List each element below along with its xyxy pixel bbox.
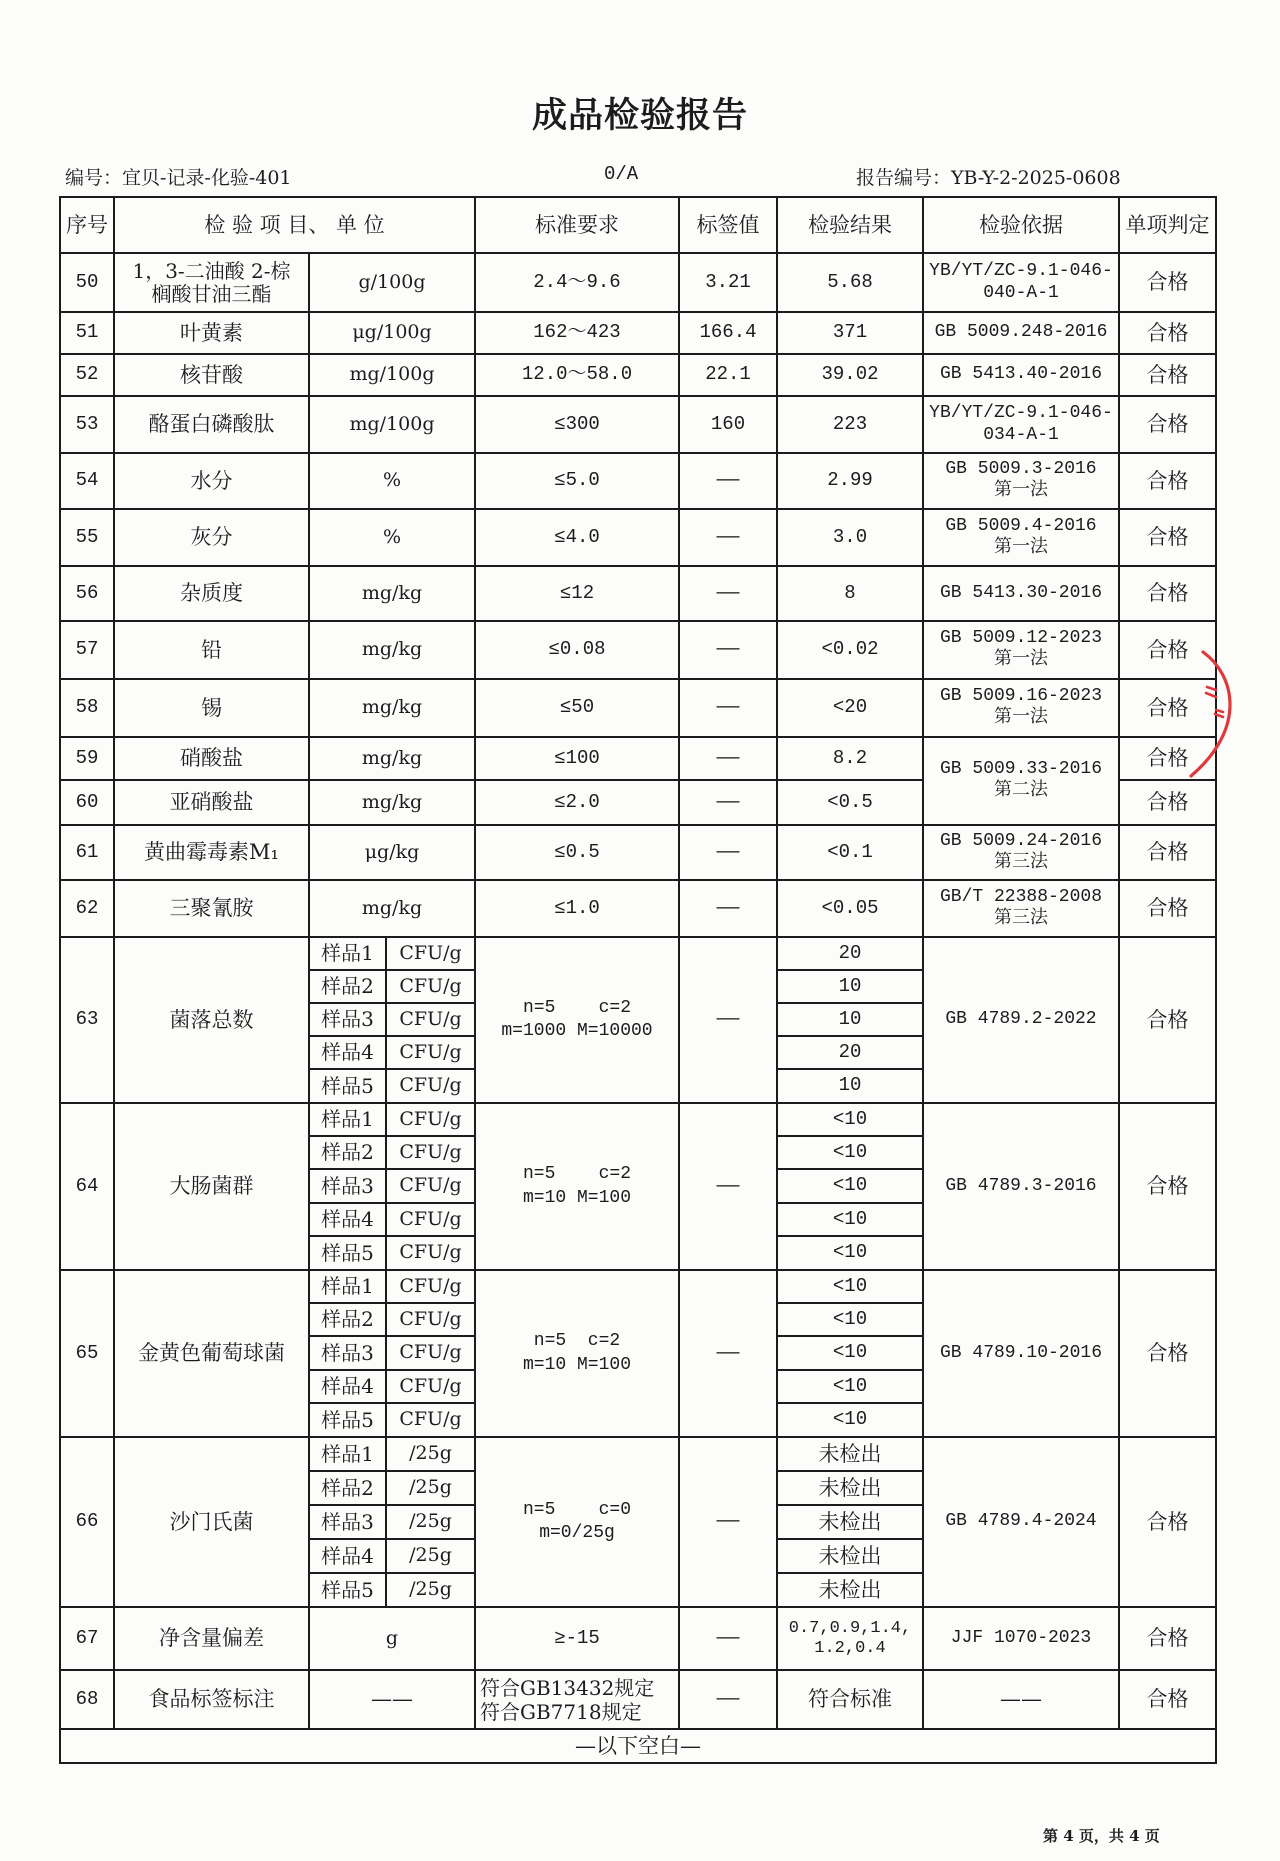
sample-unit-cell: CFU/g (386, 1103, 475, 1136)
table-row (60, 880, 1216, 937)
seq-cell: 65 (60, 1270, 114, 1437)
method-cell: JJF 1070-2023 (923, 1607, 1119, 1670)
unit-cell: g/100g (309, 253, 475, 312)
sample-result-cell: 20 (777, 937, 923, 970)
item-name-cell: 食品标签标注 (114, 1670, 309, 1729)
unit-cell: μg/kg (309, 825, 475, 880)
label-value-cell: —— (679, 1607, 777, 1670)
sample-name-cell: 样品1 (309, 937, 386, 970)
verdict-cell: 合格 (1119, 937, 1216, 1103)
item-name-cell: 三聚氰胺 (114, 880, 309, 937)
sample-result-cell: <10 (777, 1103, 923, 1136)
result-cell: 8.2 (777, 737, 923, 780)
sample-name-cell: 样品5 (309, 1403, 386, 1437)
sample-unit-cell: CFU/g (386, 1169, 475, 1203)
sample-unit-cell: CFU/g (386, 1303, 475, 1336)
item-name-cell: 1，3-二油酸 2-棕 榈酸甘油三酯 (114, 253, 309, 312)
table-row (60, 453, 1216, 509)
result-cell: 3.0 (777, 509, 923, 566)
unit-cell: mg/kg (309, 621, 475, 679)
record-number: 编号：宜贝-记录-化验-401 (65, 167, 292, 189)
result-cell: 0.7,0.9,1.4,1.2,0.4 (777, 1607, 923, 1670)
label-value-cell: —— (679, 1437, 777, 1607)
method-cell: YB/YT/ZC-9.1-046-034-A-1 (923, 396, 1119, 453)
sample-unit-cell: CFU/g (386, 1336, 475, 1370)
unit-cell: mg/kg (309, 566, 475, 621)
table-row (60, 1607, 1216, 1670)
sample-name-cell: 样品3 (309, 1003, 386, 1036)
unit-cell: g (309, 1607, 475, 1670)
method-cell: GB 5413.40-2016 (923, 354, 1119, 396)
table-row (60, 825, 1216, 880)
item-name-cell: 核苷酸 (114, 354, 309, 396)
header-label-value: 标签值 (679, 197, 777, 253)
sample-unit-cell: CFU/g (386, 1036, 475, 1069)
item-name-cell: 黄曲霉毒素M₁ (114, 825, 309, 880)
seq-cell: 57 (60, 621, 114, 679)
sample-name-cell: 样品5 (309, 1236, 386, 1270)
verdict-cell: 合格 (1119, 880, 1216, 937)
method-cell: GB 5009.12-2023 第一法 (923, 621, 1119, 679)
label-value-cell: —— (679, 679, 777, 737)
method-cell: GB 5009.248-2016 (923, 312, 1119, 354)
label-value-cell: 166.4 (679, 312, 777, 354)
sample-result-cell: <10 (777, 1169, 923, 1203)
table-row (60, 621, 1216, 679)
label-value-cell: 160 (679, 396, 777, 453)
header-seq: 序号 (60, 197, 114, 253)
sample-name-cell: 样品2 (309, 1471, 386, 1505)
sample-unit-cell: CFU/g (386, 1069, 475, 1103)
standard-cell: ≤1.0 (475, 880, 679, 937)
sample-result-cell: <10 (777, 1336, 923, 1370)
result-cell: <0.05 (777, 880, 923, 937)
item-name-cell: 锡 (114, 679, 309, 737)
sample-name-cell: 样品2 (309, 1136, 386, 1169)
table-row (60, 1670, 1216, 1729)
standard-cell: 符合GB13432规定 符合GB7718规定 (475, 1670, 679, 1729)
verdict-cell: 合格 (1119, 566, 1216, 621)
end-of-table-note: —以下空白— (60, 1729, 1216, 1763)
sample-result-cell: <10 (777, 1370, 923, 1403)
sample-unit-cell: /25g (386, 1505, 475, 1539)
standard-cell: n=5 c=2 m=10 M=100 (475, 1270, 679, 1437)
sample-result-cell: 10 (777, 1069, 923, 1103)
sample-name-cell: 样品1 (309, 1437, 386, 1471)
table-row (60, 312, 1216, 354)
result-cell: 5.68 (777, 253, 923, 312)
method-cell: GB 5009.24-2016 第三法 (923, 825, 1119, 880)
sample-result-cell: 未检出 (777, 1471, 923, 1505)
item-name-cell: 净含量偏差 (114, 1607, 309, 1670)
standard-cell: ≥-15 (475, 1607, 679, 1670)
seq-cell: 59 (60, 737, 114, 780)
item-name-cell: 硝酸盐 (114, 737, 309, 780)
method-cell: YB/YT/ZC-9.1-046-040-A-1 (923, 253, 1119, 312)
label-value-cell: —— (679, 880, 777, 937)
seq-cell: 50 (60, 253, 114, 312)
unit-cell: % (309, 453, 475, 509)
table-row (60, 1437, 1216, 1471)
seq-cell: 51 (60, 312, 114, 354)
sample-unit-cell: CFU/g (386, 1236, 475, 1270)
item-name-cell: 酪蛋白磷酸肽 (114, 396, 309, 453)
sample-name-cell: 样品3 (309, 1505, 386, 1539)
verdict-cell: 合格 (1119, 679, 1216, 737)
seq-cell: 60 (60, 780, 114, 825)
unit-cell: mg/100g (309, 354, 475, 396)
result-cell: <0.5 (777, 780, 923, 825)
method-cell: GB 4789.10-2016 (923, 1270, 1119, 1437)
sample-name-cell: 样品2 (309, 970, 386, 1003)
sample-result-cell: 未检出 (777, 1505, 923, 1539)
item-name-cell: 金黄色葡萄球菌 (114, 1270, 309, 1437)
version-code: 0/A (604, 163, 639, 185)
sample-result-cell: 10 (777, 970, 923, 1003)
sample-unit-cell: CFU/g (386, 1370, 475, 1403)
sample-result-cell: <10 (777, 1303, 923, 1336)
verdict-cell: 合格 (1119, 1270, 1216, 1437)
report-number: 报告编号：YB-Y-2-2025-0608 (856, 167, 1121, 189)
table-row (60, 679, 1216, 737)
header-result: 检验结果 (777, 197, 923, 253)
verdict-cell: 合格 (1119, 1670, 1216, 1729)
standard-cell: n=5 c=2 m=10 M=100 (475, 1103, 679, 1270)
header-row (60, 197, 1216, 253)
verdict-cell: 合格 (1119, 453, 1216, 509)
verdict-cell: 合格 (1119, 354, 1216, 396)
seq-cell: 61 (60, 825, 114, 880)
result-cell: 39.02 (777, 354, 923, 396)
standard-cell: n=5 c=0 m=0/25g (475, 1437, 679, 1607)
result-cell: 2.99 (777, 453, 923, 509)
header-standard: 标准要求 (475, 197, 679, 253)
method-cell: GB 4789.3-2016 (923, 1103, 1119, 1270)
verdict-cell: 合格 (1119, 621, 1216, 679)
seq-cell: 62 (60, 880, 114, 937)
sample-name-cell: 样品4 (309, 1539, 386, 1573)
sample-name-cell: 样品2 (309, 1303, 386, 1336)
sample-result-cell: <10 (777, 1203, 923, 1236)
table-row (60, 1103, 1216, 1136)
sample-name-cell: 样品1 (309, 1270, 386, 1303)
seq-cell: 63 (60, 937, 114, 1103)
label-value-cell: —— (679, 1670, 777, 1729)
verdict-cell: 合格 (1119, 509, 1216, 566)
table-row (60, 566, 1216, 621)
standard-cell: ≤50 (475, 679, 679, 737)
label-value-cell: —— (679, 566, 777, 621)
seq-cell: 54 (60, 453, 114, 509)
seq-cell: 53 (60, 396, 114, 453)
method-cell: GB 4789.2-2022 (923, 937, 1119, 1103)
label-value-cell: —— (679, 453, 777, 509)
method-cell: GB 5413.30-2016 (923, 566, 1119, 621)
header-method: 检验依据 (923, 197, 1119, 253)
sample-result-cell: 未检出 (777, 1437, 923, 1471)
sample-name-cell: 样品3 (309, 1169, 386, 1203)
sample-unit-cell: /25g (386, 1539, 475, 1573)
sample-unit-cell: CFU/g (386, 1270, 475, 1303)
sample-unit-cell: CFU/g (386, 1003, 475, 1036)
unit-cell: mg/kg (309, 780, 475, 825)
table-row (60, 1270, 1216, 1303)
unit-cell: —— (309, 1670, 475, 1729)
item-name-cell: 铅 (114, 621, 309, 679)
seq-cell: 64 (60, 1103, 114, 1270)
sample-unit-cell: CFU/g (386, 1403, 475, 1437)
label-value-cell: —— (679, 780, 777, 825)
result-cell: 8 (777, 566, 923, 621)
sample-name-cell: 样品4 (309, 1036, 386, 1069)
table-row (60, 253, 1216, 312)
end-row (60, 1729, 1216, 1763)
standard-cell: ≤12 (475, 566, 679, 621)
unit-cell: μg/100g (309, 312, 475, 354)
sample-result-cell: 未检出 (777, 1573, 923, 1607)
label-value-cell: 22.1 (679, 354, 777, 396)
verdict-cell: 合格 (1119, 1437, 1216, 1607)
label-value-cell: —— (679, 509, 777, 566)
sample-name-cell: 样品4 (309, 1370, 386, 1403)
label-value-cell: —— (679, 737, 777, 780)
item-name-cell: 沙门氏菌 (114, 1437, 309, 1607)
result-cell: 223 (777, 396, 923, 453)
inspection-table (59, 196, 1217, 1764)
standard-cell: ≤0.5 (475, 825, 679, 880)
label-value-cell: 3.21 (679, 253, 777, 312)
table-row (60, 737, 1216, 780)
header-verdict: 单项判定 (1119, 197, 1216, 253)
result-cell: <0.02 (777, 621, 923, 679)
seq-cell: 52 (60, 354, 114, 396)
report-title: 成品检验报告 (531, 95, 748, 136)
label-value-cell: —— (679, 1270, 777, 1437)
method-cell: GB 5009.16-2023 第一法 (923, 679, 1119, 737)
standard-cell: ≤2.0 (475, 780, 679, 825)
header-item-unit: 检 验 项 目、 单 位 (114, 197, 475, 253)
label-value-cell: —— (679, 825, 777, 880)
sample-result-cell: <10 (777, 1236, 923, 1270)
seq-cell: 55 (60, 509, 114, 566)
verdict-cell: 合格 (1119, 1607, 1216, 1670)
seq-cell: 67 (60, 1607, 114, 1670)
table-row (60, 509, 1216, 566)
verdict-cell: 合格 (1119, 253, 1216, 312)
item-name-cell: 杂质度 (114, 566, 309, 621)
result-cell: <20 (777, 679, 923, 737)
verdict-cell: 合格 (1119, 396, 1216, 453)
sample-unit-cell: CFU/g (386, 937, 475, 970)
sample-unit-cell: CFU/g (386, 1136, 475, 1169)
sample-result-cell: 20 (777, 1036, 923, 1069)
standard-cell: ≤0.08 (475, 621, 679, 679)
unit-cell: mg/kg (309, 737, 475, 780)
red-ink-check-mark (1185, 640, 1255, 790)
sample-result-cell: 10 (777, 1003, 923, 1036)
sample-name-cell: 样品3 (309, 1336, 386, 1370)
standard-cell: ≤100 (475, 737, 679, 780)
method-cell: GB 5009.33-2016 第二法 (923, 737, 1119, 825)
item-name-cell: 叶黄素 (114, 312, 309, 354)
sample-result-cell: <10 (777, 1270, 923, 1303)
verdict-cell: 合格 (1119, 780, 1216, 825)
sample-unit-cell: CFU/g (386, 1203, 475, 1236)
sample-name-cell: 样品4 (309, 1203, 386, 1236)
sample-unit-cell: /25g (386, 1437, 475, 1471)
verdict-cell: 合格 (1119, 312, 1216, 354)
standard-cell: 2.4～9.6 (475, 253, 679, 312)
standard-cell: 162～423 (475, 312, 679, 354)
sample-name-cell: 样品1 (309, 1103, 386, 1136)
standard-cell: ≤4.0 (475, 509, 679, 566)
sample-unit-cell: /25g (386, 1573, 475, 1607)
sample-result-cell: <10 (777, 1403, 923, 1437)
method-cell: GB 5009.4-2016 第一法 (923, 509, 1119, 566)
result-cell: 符合标准 (777, 1670, 923, 1729)
standard-cell: ≤5.0 (475, 453, 679, 509)
seq-cell: 66 (60, 1437, 114, 1607)
method-cell: GB 4789.4-2024 (923, 1437, 1119, 1607)
sample-name-cell: 样品5 (309, 1069, 386, 1103)
table-row (60, 354, 1216, 396)
item-name-cell: 亚硝酸盐 (114, 780, 309, 825)
seq-cell: 58 (60, 679, 114, 737)
sample-unit-cell: /25g (386, 1471, 475, 1505)
sample-result-cell: 未检出 (777, 1539, 923, 1573)
sample-name-cell: 样品5 (309, 1573, 386, 1607)
standard-cell: ≤300 (475, 396, 679, 453)
page-number: 第 4 页，共 4 页 (1043, 1827, 1160, 1845)
standard-cell: n=5 c=2 m=1000 M=10000 (475, 937, 679, 1103)
method-cell: —— (923, 1670, 1119, 1729)
label-value-cell: —— (679, 1103, 777, 1270)
unit-cell: mg/kg (309, 679, 475, 737)
item-name-cell: 菌落总数 (114, 937, 309, 1103)
unit-cell: % (309, 509, 475, 566)
label-value-cell: —— (679, 621, 777, 679)
table-row (60, 937, 1216, 970)
seq-cell: 56 (60, 566, 114, 621)
seq-cell: 68 (60, 1670, 114, 1729)
sample-result-cell: <10 (777, 1136, 923, 1169)
label-value-cell: —— (679, 937, 777, 1103)
verdict-cell: 合格 (1119, 1103, 1216, 1270)
item-name-cell: 水分 (114, 453, 309, 509)
method-cell: GB 5009.3-2016 第一法 (923, 453, 1119, 509)
result-cell: <0.1 (777, 825, 923, 880)
result-cell: 371 (777, 312, 923, 354)
item-name-cell: 大肠菌群 (114, 1103, 309, 1270)
item-name-cell: 灰分 (114, 509, 309, 566)
standard-cell: 12.0～58.0 (475, 354, 679, 396)
sample-unit-cell: CFU/g (386, 970, 475, 1003)
table-row (60, 396, 1216, 453)
unit-cell: mg/kg (309, 880, 475, 937)
unit-cell: mg/100g (309, 396, 475, 453)
verdict-cell: 合格 (1119, 825, 1216, 880)
verdict-cell: 合格 (1119, 737, 1216, 780)
method-cell: GB/T 22388-2008 第三法 (923, 880, 1119, 937)
